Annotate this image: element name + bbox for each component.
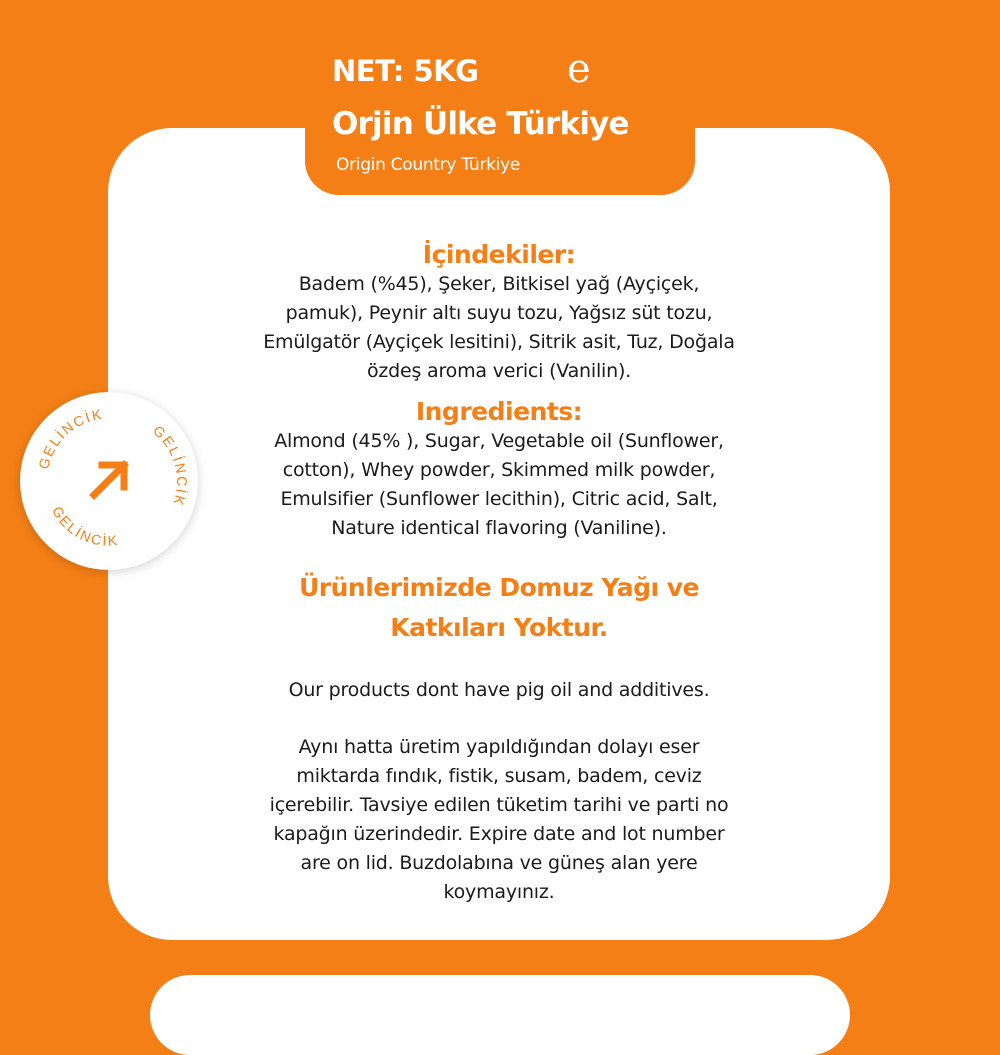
pork-notice-line: Ürünlerimizde Domuz Yağı ve: [298, 573, 699, 602]
ingredients-en-text: [108, 427, 890, 543]
ingredients-tr-text: [108, 270, 890, 386]
badge-graphic: [20, 392, 198, 570]
badge-text-top: GELİNCİK: [35, 405, 105, 471]
next-card: [150, 975, 850, 1055]
gelincik-badge[interactable]: [20, 392, 198, 570]
origin-country-en: Origin Country Türkiye: [336, 155, 521, 175]
ingredients-en-line: Almond (45% ), Sugar, Vegetable oil (Sunflower,: [274, 430, 724, 452]
ingredients-en-line: cotton), Whey powder, Skimmed milk powder,: [282, 459, 716, 481]
ingredients-tr-line: pamuk), Peynir altı suyu tozu, Yağsız süt tozu,: [285, 302, 713, 324]
allergen-line: Aynı hatta üretim yapıldığından dolayı eser: [298, 736, 700, 758]
ingredients-tr-title: İçindekiler:: [422, 240, 576, 269]
brand-logo: e: [567, 46, 591, 92]
allergen-line: kapağın üzerindedir. Expire date and lot number: [273, 823, 725, 845]
badge-text-right: GELİNCİK: [150, 422, 191, 509]
allergen-storage-text: [108, 733, 890, 907]
arrow-up-right-icon: [94, 465, 124, 495]
ingredients-tr-line: Badem (%45), Şeker, Bitkisel yağ (Ayçiçek,: [298, 273, 700, 295]
pork-notice-english: Our products dont have pig oil and additives.: [288, 679, 710, 701]
ingredients-tr-line: Emülgatör (Ayçiçek lesitini), Sitrik asit, Tuz, Doğala: [263, 331, 735, 353]
pork-notice-line: Katkıları Yoktur.: [390, 613, 608, 642]
net-weight: NET: 5KG: [332, 54, 479, 88]
allergen-line: miktarda fındık, fistik, susam, badem, ceviz: [296, 765, 702, 787]
badge-text-bottom: GELİNCİK: [49, 503, 120, 549]
origin-country-tr: Orjin Ülke Türkiye: [332, 106, 629, 142]
allergen-line: koymayınız.: [443, 881, 555, 903]
ingredients-en-title: Ingredients:: [415, 397, 583, 426]
ingredients-tr-line: özdeş aroma verici (Vanilin).: [366, 360, 632, 382]
pork-notice: [108, 568, 890, 648]
ingredients-en-line: Nature identical flavoring (Vaniline).: [331, 517, 667, 539]
allergen-line: are on lid. Buzdolabına ve güneş alan yere: [300, 852, 698, 874]
allergen-line: içerebilir. Tavsiye edilen tüketim tarihi ve parti no: [269, 794, 729, 816]
ingredients-tr-section: [108, 240, 890, 386]
ingredients-en-line: Emulsifier (Sunflower lecithin), Citric acid, Salt,: [280, 488, 718, 510]
ingredients-en-section: [108, 397, 890, 543]
